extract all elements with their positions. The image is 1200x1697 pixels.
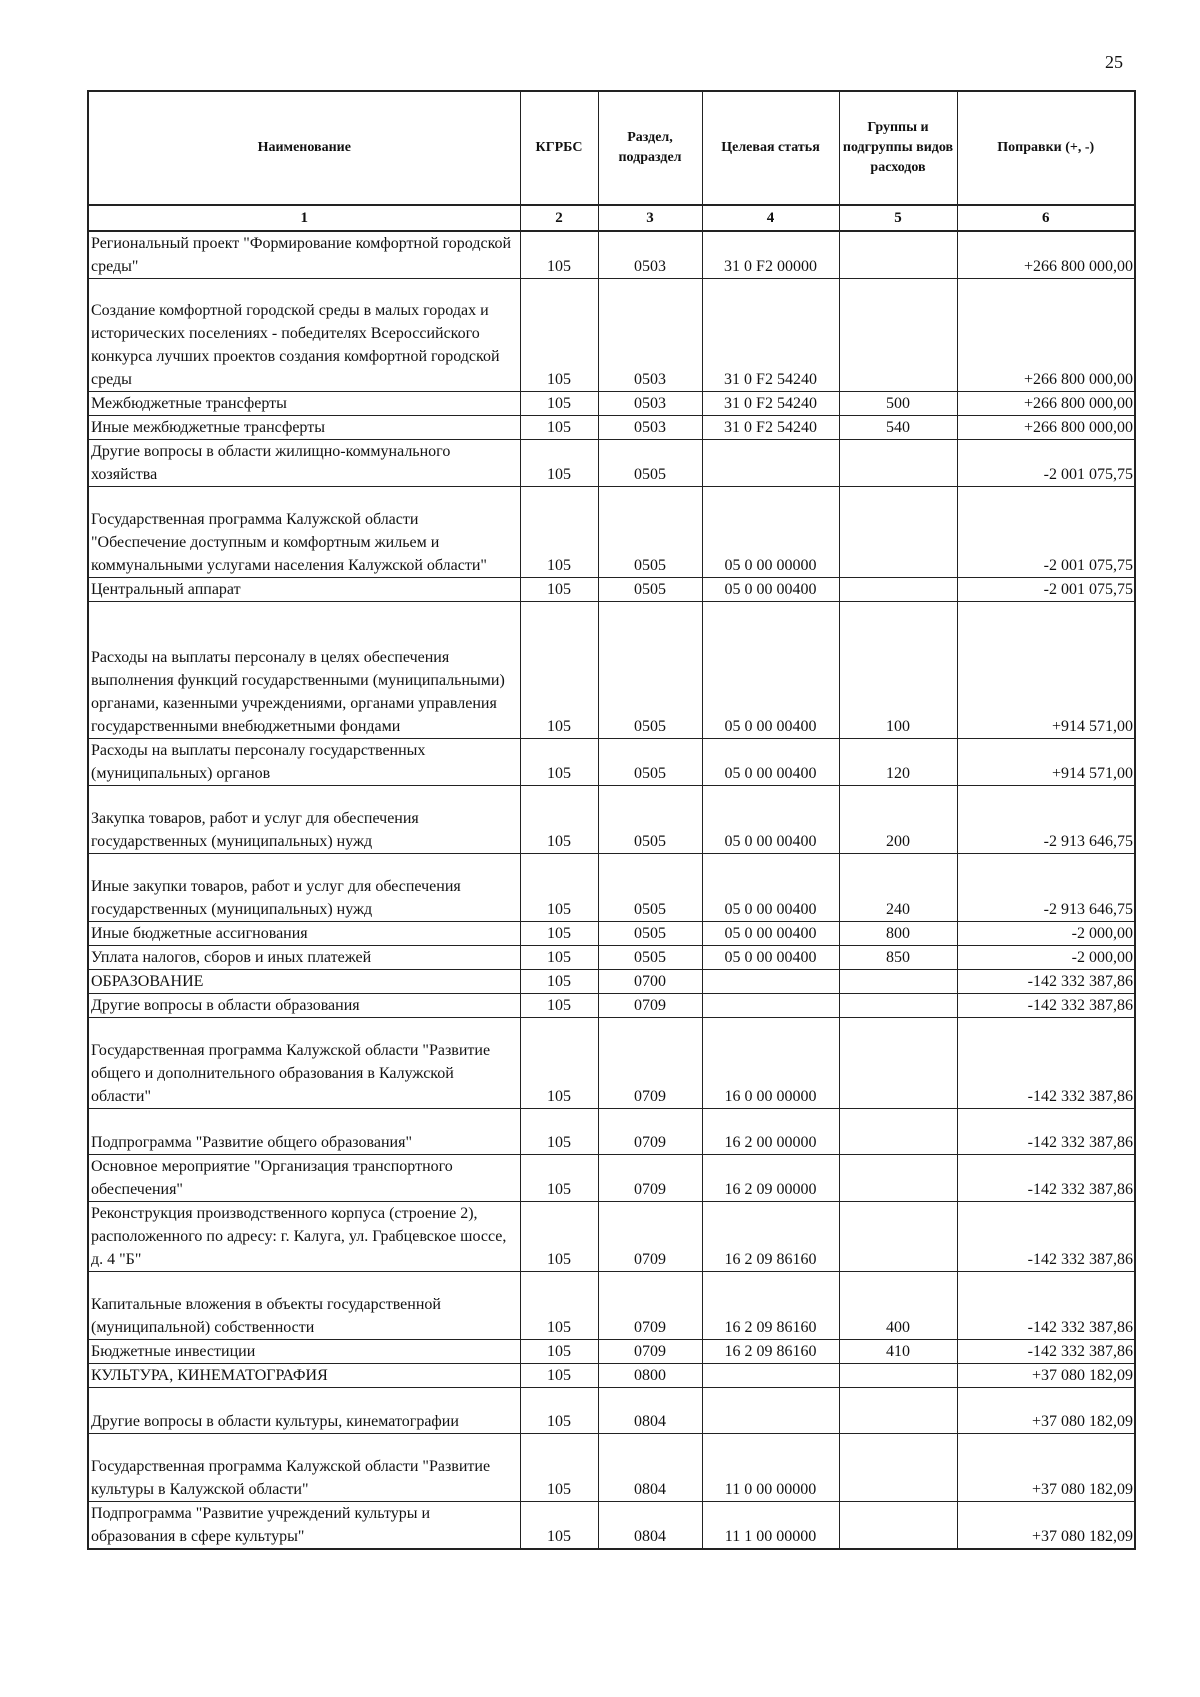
row-name: Другие вопросы в области культуры, кинематографии <box>88 1388 520 1434</box>
row-expense-group <box>839 1388 957 1434</box>
table-row <box>88 392 1135 416</box>
row-kgrbs: 105 <box>520 1388 598 1434</box>
row-expense-group <box>839 1109 957 1155</box>
budget-amendments-table <box>87 90 1136 1550</box>
table-row <box>88 416 1135 440</box>
table-row <box>88 922 1135 946</box>
row-section: 0709 <box>598 994 702 1018</box>
row-expense-group <box>839 994 957 1018</box>
row-section: 0709 <box>598 1109 702 1155</box>
table-row <box>88 578 1135 602</box>
row-kgrbs: 105 <box>520 231 598 279</box>
row-target-article: 05 0 00 00400 <box>702 786 839 854</box>
table-row <box>88 1109 1135 1155</box>
row-amount: -2 001 075,75 <box>957 440 1135 487</box>
row-amount: -2 000,00 <box>957 922 1135 946</box>
row-kgrbs: 105 <box>520 854 598 922</box>
column-number: 4 <box>702 205 839 231</box>
row-name: Государственная программа Калужской области "Развитие культуры в Калужской области" <box>88 1434 520 1502</box>
row-section: 0505 <box>598 440 702 487</box>
row-amount: -142 332 387,86 <box>957 1155 1135 1202</box>
row-kgrbs: 105 <box>520 1109 598 1155</box>
row-name: Основное мероприятие "Организация транспортного обеспечения" <box>88 1155 520 1202</box>
row-target-article <box>702 440 839 487</box>
header-kgrbs: КГРБС <box>520 91 598 205</box>
row-target-article: 05 0 00 00400 <box>702 922 839 946</box>
row-expense-group: 100 <box>839 602 957 739</box>
row-target-article <box>702 994 839 1018</box>
row-kgrbs: 105 <box>520 946 598 970</box>
row-section: 0505 <box>598 739 702 786</box>
row-expense-group <box>839 970 957 994</box>
row-target-article: 05 0 00 00400 <box>702 602 839 739</box>
header-expense-group: Группы и подгруппы видов расходов <box>839 91 957 205</box>
row-target-article: 16 2 09 86160 <box>702 1340 839 1364</box>
row-expense-group: 500 <box>839 392 957 416</box>
row-name: Подпрограмма "Развитие общего образования" <box>88 1109 520 1155</box>
row-kgrbs: 105 <box>520 602 598 739</box>
row-kgrbs: 105 <box>520 786 598 854</box>
column-number: 1 <box>88 205 520 231</box>
row-name: Иные закупки товаров, работ и услуг для обеспечения государственных (муниципальных) нужд <box>88 854 520 922</box>
row-section: 0503 <box>598 279 702 392</box>
row-amount: +266 800 000,00 <box>957 231 1135 279</box>
table-row <box>88 1502 1135 1550</box>
row-section: 0709 <box>598 1018 702 1109</box>
page-number: 25 <box>1105 52 1123 72</box>
row-name: Уплата налогов, сборов и иных платежей <box>88 946 520 970</box>
row-section: 0505 <box>598 786 702 854</box>
row-section: 0700 <box>598 970 702 994</box>
row-kgrbs: 105 <box>520 922 598 946</box>
table-row <box>88 1018 1135 1109</box>
header-amendments: Поправки (+, -) <box>957 91 1135 205</box>
row-target-article: 31 0 F2 00000 <box>702 231 839 279</box>
row-expense-group <box>839 1364 957 1388</box>
row-amount: -2 913 646,75 <box>957 786 1135 854</box>
row-kgrbs: 105 <box>520 279 598 392</box>
table-row <box>88 1155 1135 1202</box>
row-amount: -2 000,00 <box>957 946 1135 970</box>
header-section: Раздел, подраздел <box>598 91 702 205</box>
row-target-article: 05 0 00 00400 <box>702 739 839 786</box>
table-row <box>88 1388 1135 1434</box>
row-amount: -2 913 646,75 <box>957 854 1135 922</box>
row-name: Иные бюджетные ассигнования <box>88 922 520 946</box>
row-name: Реконструкция производственного корпуса (строение 2), расположенного по адресу: г. Калуга, ул. Грабцевское шоссе, д. 4 "Б" <box>88 1202 520 1272</box>
row-kgrbs: 105 <box>520 1364 598 1388</box>
row-target-article: 11 1 00 00000 <box>702 1502 839 1550</box>
row-target-article: 05 0 00 00400 <box>702 578 839 602</box>
table-row <box>88 231 1135 279</box>
row-expense-group <box>839 487 957 578</box>
row-kgrbs: 105 <box>520 578 598 602</box>
table-row <box>88 1434 1135 1502</box>
column-number-row <box>88 205 1135 231</box>
row-kgrbs: 105 <box>520 970 598 994</box>
row-expense-group: 540 <box>839 416 957 440</box>
row-kgrbs: 105 <box>520 1502 598 1550</box>
row-amount: +37 080 182,09 <box>957 1364 1135 1388</box>
row-amount: +37 080 182,09 <box>957 1434 1135 1502</box>
row-section: 0505 <box>598 946 702 970</box>
row-name: Центральный аппарат <box>88 578 520 602</box>
row-section: 0505 <box>598 922 702 946</box>
row-target-article: 16 2 09 86160 <box>702 1202 839 1272</box>
row-amount: -142 332 387,86 <box>957 1109 1135 1155</box>
row-expense-group <box>839 578 957 602</box>
row-amount: +266 800 000,00 <box>957 416 1135 440</box>
table-row <box>88 946 1135 970</box>
row-name: Расходы на выплаты персоналу государственных (муниципальных) органов <box>88 739 520 786</box>
row-amount: -142 332 387,86 <box>957 1272 1135 1340</box>
row-amount: +266 800 000,00 <box>957 279 1135 392</box>
row-amount: -142 332 387,86 <box>957 1202 1135 1272</box>
row-expense-group: 120 <box>839 739 957 786</box>
row-expense-group <box>839 1502 957 1550</box>
row-amount: -142 332 387,86 <box>957 1018 1135 1109</box>
table-row <box>88 1340 1135 1364</box>
column-number: 3 <box>598 205 702 231</box>
row-expense-group <box>839 279 957 392</box>
row-kgrbs: 105 <box>520 994 598 1018</box>
row-amount: +37 080 182,09 <box>957 1388 1135 1434</box>
row-name: ОБРАЗОВАНИЕ <box>88 970 520 994</box>
row-amount: -2 001 075,75 <box>957 578 1135 602</box>
row-name: КУЛЬТУРА, КИНЕМАТОГРАФИЯ <box>88 1364 520 1388</box>
row-target-article: 16 2 09 00000 <box>702 1155 839 1202</box>
row-name: Подпрограмма "Развитие учреждений культуры и образования в сфере культуры" <box>88 1502 520 1550</box>
row-name: Другие вопросы в области образования <box>88 994 520 1018</box>
row-amount: -142 332 387,86 <box>957 1340 1135 1364</box>
row-expense-group <box>839 231 957 279</box>
column-number: 5 <box>839 205 957 231</box>
row-kgrbs: 105 <box>520 1018 598 1109</box>
table-row <box>88 1202 1135 1272</box>
row-kgrbs: 105 <box>520 1155 598 1202</box>
row-name: Межбюджетные трансферты <box>88 392 520 416</box>
row-section: 0505 <box>598 487 702 578</box>
table-body <box>88 231 1135 1549</box>
header-row <box>88 91 1135 205</box>
header-target-article: Целевая статья <box>702 91 839 205</box>
row-section: 0709 <box>598 1202 702 1272</box>
row-name: Капитальные вложения в объекты государственной (муниципальной) собственности <box>88 1272 520 1340</box>
row-target-article: 11 0 00 00000 <box>702 1434 839 1502</box>
row-section: 0804 <box>598 1434 702 1502</box>
row-section: 0800 <box>598 1364 702 1388</box>
row-expense-group <box>839 440 957 487</box>
row-kgrbs: 105 <box>520 1202 598 1272</box>
column-number: 2 <box>520 205 598 231</box>
row-kgrbs: 105 <box>520 440 598 487</box>
table-row <box>88 739 1135 786</box>
column-number: 6 <box>957 205 1135 231</box>
table-row <box>88 970 1135 994</box>
row-kgrbs: 105 <box>520 416 598 440</box>
row-kgrbs: 105 <box>520 392 598 416</box>
row-name: Государственная программа Калужской области "Развитие общего и дополнительного образования в Калужской области" <box>88 1018 520 1109</box>
table-row <box>88 602 1135 739</box>
row-expense-group: 400 <box>839 1272 957 1340</box>
row-section: 0709 <box>598 1340 702 1364</box>
header-name: Наименование <box>88 91 520 205</box>
row-amount: +37 080 182,09 <box>957 1502 1135 1550</box>
row-section: 0505 <box>598 602 702 739</box>
table-row <box>88 786 1135 854</box>
row-section: 0804 <box>598 1388 702 1434</box>
row-section: 0503 <box>598 231 702 279</box>
row-target-article: 31 0 F2 54240 <box>702 392 839 416</box>
row-name: Государственная программа Калужской области "Обеспечение доступным и комфортным жильем и коммунальными услугами населения Калужской области" <box>88 487 520 578</box>
row-expense-group: 240 <box>839 854 957 922</box>
row-section: 0709 <box>598 1272 702 1340</box>
row-name: Создание комфортной городской среды в малых городах и исторических поселениях - победителях Всероссийского конкурса лучших проектов создания комфортной городской среды <box>88 279 520 392</box>
row-section: 0709 <box>598 1155 702 1202</box>
table-row <box>88 994 1135 1018</box>
row-expense-group: 850 <box>839 946 957 970</box>
row-amount: -2 001 075,75 <box>957 487 1135 578</box>
row-target-article: 16 0 00 00000 <box>702 1018 839 1109</box>
table-row <box>88 279 1135 392</box>
row-target-article: 16 2 09 86160 <box>702 1272 839 1340</box>
row-section: 0505 <box>598 854 702 922</box>
row-amount: -142 332 387,86 <box>957 994 1135 1018</box>
table-row <box>88 1272 1135 1340</box>
row-target-article: 05 0 00 00400 <box>702 854 839 922</box>
row-name: Расходы на выплаты персоналу в целях обеспечения выполнения функций государственными (муниципальными) органами, казенными учреждениями, органами управления государственными внебюджетными фондами <box>88 602 520 739</box>
table-row <box>88 1364 1135 1388</box>
row-expense-group <box>839 1155 957 1202</box>
row-name: Региональный проект "Формирование комфортной городской среды" <box>88 231 520 279</box>
row-target-article <box>702 970 839 994</box>
row-section: 0503 <box>598 392 702 416</box>
row-expense-group: 800 <box>839 922 957 946</box>
row-kgrbs: 105 <box>520 1272 598 1340</box>
row-target-article: 31 0 F2 54240 <box>702 279 839 392</box>
table-row <box>88 487 1135 578</box>
row-amount: +914 571,00 <box>957 739 1135 786</box>
row-target-article: 16 2 00 00000 <box>702 1109 839 1155</box>
row-kgrbs: 105 <box>520 1340 598 1364</box>
row-name: Закупка товаров, работ и услуг для обеспечения государственных (муниципальных) нужд <box>88 786 520 854</box>
row-name: Другие вопросы в области жилищно-коммунального хозяйства <box>88 440 520 487</box>
row-name: Иные межбюджетные трансферты <box>88 416 520 440</box>
row-expense-group <box>839 1202 957 1272</box>
row-amount: -142 332 387,86 <box>957 970 1135 994</box>
row-target-article <box>702 1364 839 1388</box>
row-kgrbs: 105 <box>520 487 598 578</box>
row-target-article: 31 0 F2 54240 <box>702 416 839 440</box>
row-kgrbs: 105 <box>520 1434 598 1502</box>
row-target-article: 05 0 00 00400 <box>702 946 839 970</box>
row-target-article: 05 0 00 00000 <box>702 487 839 578</box>
row-amount: +914 571,00 <box>957 602 1135 739</box>
row-section: 0505 <box>598 578 702 602</box>
row-expense-group: 200 <box>839 786 957 854</box>
row-expense-group: 410 <box>839 1340 957 1364</box>
row-amount: +266 800 000,00 <box>957 392 1135 416</box>
row-name: Бюджетные инвестиции <box>88 1340 520 1364</box>
row-section: 0804 <box>598 1502 702 1550</box>
row-target-article <box>702 1388 839 1434</box>
row-section: 0503 <box>598 416 702 440</box>
table-row <box>88 440 1135 487</box>
row-expense-group <box>839 1018 957 1109</box>
row-expense-group <box>839 1434 957 1502</box>
row-kgrbs: 105 <box>520 739 598 786</box>
table-row <box>88 854 1135 922</box>
